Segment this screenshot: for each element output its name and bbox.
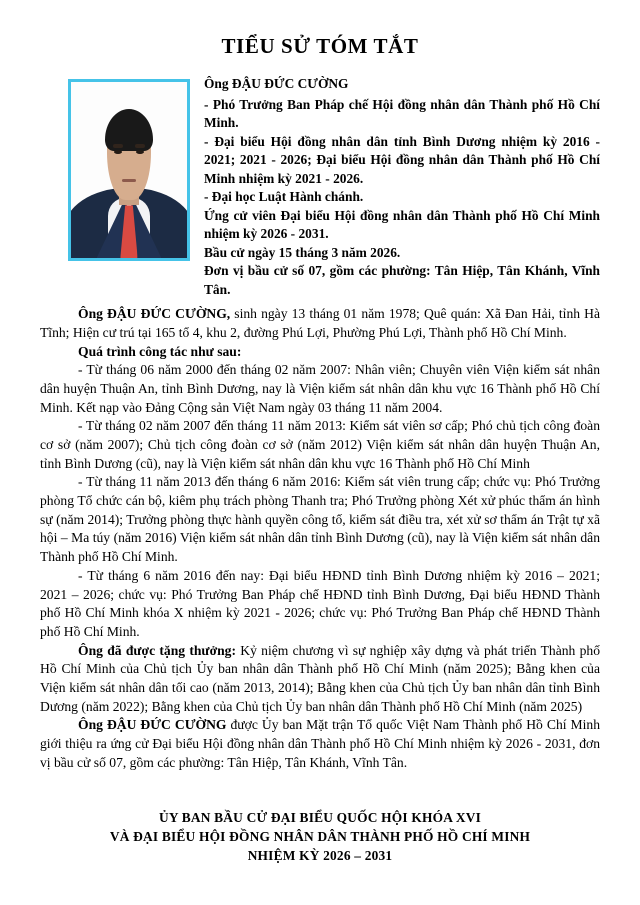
- nomination-name-bold: Ông ĐẬU ĐỨC CƯỜNG: [78, 717, 227, 733]
- paragraph-personal-info: [40, 305, 600, 342]
- career-item: - Từ tháng 6 năm 2016 đến nay: Đại biểu HĐND tỉnh Bình Dương nhiệm kỳ 2016 – 2021; 2021 – 2026; chức vụ: Phó Trưởng Ban Pháp chế HĐND tỉnh Bình Dương, Đại biểu HĐND Thành phố Hồ Chí Minh khóa X nhiệm kỳ 2021 - 2026; chức vụ: Phó Trưởng Ban Pháp chế HĐND Thành phố Hồ Chí Minh.: [40, 567, 600, 639]
- paragraph-nomination: [40, 716, 600, 772]
- identity-block: [204, 75, 600, 299]
- personal-info-rest: sinh ngày 13 tháng 01 năm 1978; Quê quán: Xã Đan Hải, tỉnh Hà Tĩnh; Hiện cư trú tại 165 tổ 4, khu 2, đường Phú Lợi, Phường Phú Lợi, Thành phố Hồ Chí Minh.: [40, 306, 601, 340]
- portrait-mouth: [122, 179, 136, 182]
- portrait-eyebrow-left: [113, 144, 123, 148]
- awards-rest: Kỷ niệm chương vì sự nghiệp xây dựng và phát triển Thành phố Hồ Chí Minh của Chủ tịch Ủy ban nhân dân Thành phố Hồ Chí Minh (năm 2025); Bằng khen của Viện kiểm sát nhân dân tối cao (năm 2013, 2014); Bằng khen của Chủ tịch Ủy ban nhân dân tỉnh Bình Dương (năm 2022); Bằng khen của Chủ tịch Ủy ban nhân dân Thành phố Hồ Chí Minh (năm 2025): [40, 642, 601, 714]
- portrait-photo: [68, 79, 190, 261]
- header-block: [40, 75, 600, 299]
- candidate-name: Ông ĐẬU ĐỨC CƯỜNG: [204, 76, 349, 92]
- identity-line-election-date: Bầu cử ngày 15 tháng 3 năm 2026.: [204, 244, 401, 260]
- awards-heading: Ông đã được tặng thưởng:: [78, 642, 237, 658]
- career-item: - Từ tháng 06 năm 2000 đến tháng 02 năm 2007: Nhân viên; Chuyên viên Viện kiểm sát nhân dân huyện Thuận An, tỉnh Bình Dương, nay là Viện kiểm sát nhân dân khu vực 16 Thành phố Hồ Chí Minh. Kết nạp vào Đảng Cộng sản Việt Nam ngày 03 tháng 11 năm 2004.: [40, 362, 600, 415]
- personal-name-bold: Ông ĐẬU ĐỨC CƯỜNG,: [78, 306, 231, 322]
- portrait-illustration: [71, 82, 187, 258]
- identity-line-education: - Đại học Luật Hành chánh.: [204, 189, 364, 205]
- portrait-hair: [105, 109, 154, 151]
- identity-line-delegate: - Đại biểu Hội đồng nhân dân tỉnh Bình Dương nhiệm kỳ 2016 - 2021; 2021 - 2026; Đại biểu Hội đồng nhân dân Thành phố Hồ Chí Minh nhiệm kỳ 2021 - 2026.: [204, 133, 600, 186]
- identity-line-position: - Phó Trưởng Ban Pháp chế Hội đồng nhân dân Thành phố Hồ Chí Minh.: [204, 96, 600, 131]
- footer-line-1: ỦY BAN BẦU CỬ ĐẠI BIỂU QUỐC HỘI KHÓA XVI: [158, 809, 482, 825]
- identity-line-candidacy: Ứng cử viên Đại biểu Hội đồng nhân dân Thành phố Hồ Chí Minh nhiệm kỳ 2026 - 2031.: [204, 207, 600, 242]
- footer-line-2: VÀ ĐẠI BIỂU HỘI ĐỒNG NHÂN DÂN THÀNH PHỐ HỒ CHÍ MINH: [109, 828, 531, 844]
- paragraph-awards: [40, 642, 600, 717]
- identity-line-constituency: Đơn vị bầu cử số 07, gồm các phường: Tân Hiệp, Tân Khánh, Vĩnh Tân.: [204, 263, 600, 297]
- page-title: TIỂU SỬ TÓM TẮT: [221, 34, 419, 58]
- career-item: - Từ tháng 11 năm 2013 đến tháng 6 năm 2016: Kiểm sát viên trung cấp; chức vụ: Phó Trưởng phòng Tổ chức cán bộ, kiêm phụ trách phòng Thanh tra; Phó Trưởng phòng Xét xử phúc thẩm án hình sự (năm 2014); Trưởng phòng thực hành quyền công tố, kiểm sát điều tra, xét xử sơ thẩm án Trật tự xã hội – Ma túy (năm 2016) Viện kiểm sát nhân dân tỉnh Bình Dương (cũ), nay là Viện kiểm sát nhân dân Thành phố Hồ Chí Minh.: [40, 474, 600, 565]
- biography-body: [40, 299, 600, 772]
- footer-line-3: NHIỆM KỲ 2026 – 2031: [247, 847, 393, 863]
- career-item: - Từ tháng 02 năm 2007 đến tháng 11 năm 2013: Kiểm sát viên sơ cấp; Phó chủ tịch công đoàn cơ sở (năm 2007); Chủ tịch công đoàn cơ sở (năm 2012) Viện kiểm sát nhân dân huyện Thuận An, tỉnh Bình Dương (cũ), nay là Viện kiểm sát nhân dân khu vực 16 Thành phố Hồ Chí Minh: [40, 418, 600, 471]
- footer-block: [40, 808, 600, 865]
- nomination-rest: được Ủy ban Mặt trận Tổ quốc Việt Nam Thành phố Hồ Chí Minh giới thiệu ra ứng cử Đại biểu Hội đồng nhân dân Thành phố Hồ Chí Minh nhiệm kỳ 2026 - 2031, đơn vị bầu cử số 07, gồm các phường: Tân Hiệp, Tân Khánh, Vĩnh Tân.: [40, 717, 600, 770]
- career-heading: Quá trình công tác như sau:: [78, 343, 242, 359]
- portrait-eyebrow-right: [135, 144, 145, 148]
